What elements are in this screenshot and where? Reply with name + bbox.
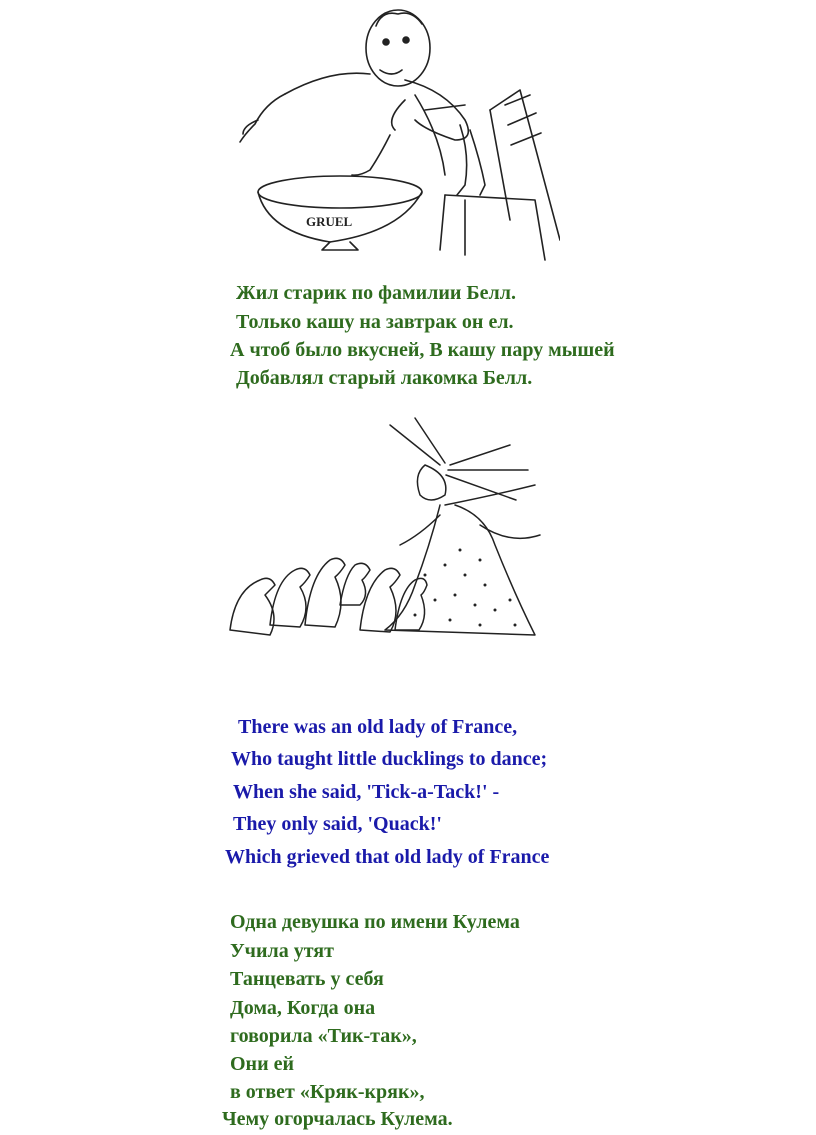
poem-line: There was an old lady of France, xyxy=(238,716,518,738)
poem-line: Who taught little ducklings to dance; xyxy=(231,748,548,770)
lady-ducklings-illustration xyxy=(210,415,570,655)
poem-line: в ответ «Кряк-кряк», xyxy=(230,1081,425,1103)
poem-line: Жил старик по фамилии Белл. xyxy=(236,282,516,304)
poem-line: Чему огорчалась Кулема. xyxy=(222,1108,453,1130)
poem-line: Они ей xyxy=(230,1053,295,1075)
poem-line: Дома, Когда она xyxy=(230,997,376,1019)
poem-line: А чтоб было вкусней, В кашу пару мышей xyxy=(230,339,615,361)
poem-line: Добавлял старый лакомка Белл. xyxy=(236,367,533,389)
poem-line: Танцевать у себя xyxy=(230,968,384,990)
gruel-label: GRUEL xyxy=(306,214,353,229)
poem-line: Только кашу на завтрак он ел. xyxy=(236,311,514,333)
old-man-gruel-illustration xyxy=(230,0,560,268)
poem-line: Одна девушка по имени Кулема xyxy=(230,911,520,933)
poem-line: говорила «Тик-так», xyxy=(230,1025,417,1047)
poem-line: They only said, 'Quack!' xyxy=(233,813,442,835)
poem-line: Which grieved that old lady of France xyxy=(225,846,550,868)
poem-line: Учила утят xyxy=(230,940,334,962)
poem-line: When she said, 'Tick-a-Tack!' - xyxy=(233,781,500,803)
